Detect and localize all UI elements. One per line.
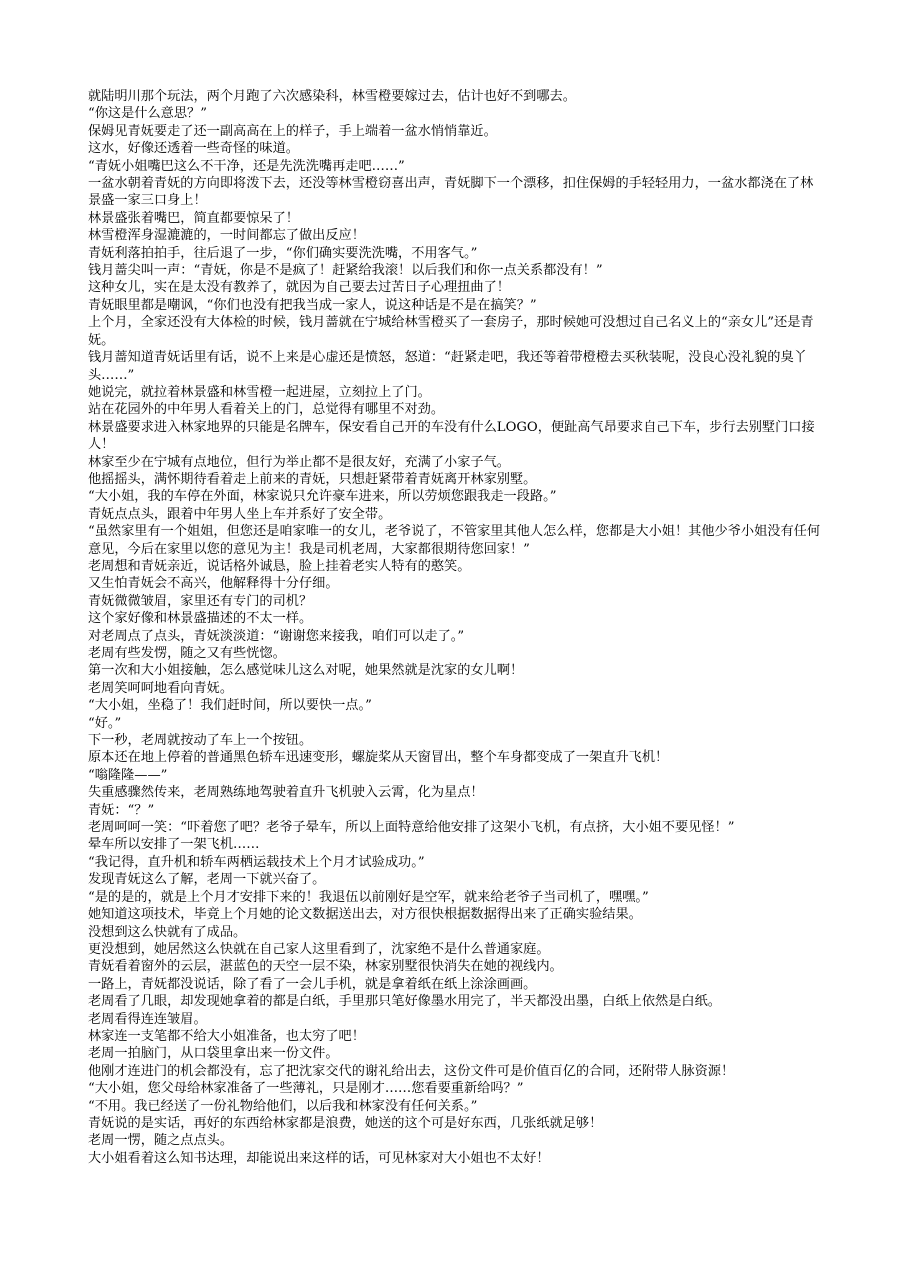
paragraph: 他摇摇头，满怀期待看着走上前来的青妩，只想赶紧带着青妩离开林家别墅。 — [88, 471, 537, 487]
paragraph: 这个家好像和林景盛描述的不太一样。 — [88, 611, 313, 627]
paragraph: 对老周点了点头，青妩淡淡道：“谢谢您来接我，咱们可以走了。” — [88, 628, 465, 644]
paragraph: 林家至少在宁城有点地位，但行为举止都不是很友好，充满了小家子气。 — [88, 454, 510, 470]
paragraph: 他刚才连进门的机会都没有，忘了把沈家交代的谢礼给出去，这份文件可是价值百亿的合同，还附带人脉资源！ — [88, 1063, 735, 1079]
paragraph: 晕车所以安排了一架飞机…… — [88, 837, 260, 853]
paragraph: “大小姐，您父母给林家准备了一些薄礼，只是刚才……您看要重新给吗？” — [88, 1081, 524, 1097]
paragraph: 钱月蔷尖叫一声：“青妩，你是不是疯了！赶紧给我滚！以后我们和你一点关系都没有！” — [88, 263, 603, 279]
paragraph: “虽然家里有一个姐姐，但您还是咱家唯一的女儿，老爷说了，不管家里其他人怎么样，您都是大小姐！其他少爷小姐没有任何意见，今后在家里以您的意见为主！我是司机老周，大家都很期待您回家！” — [88, 524, 821, 557]
paragraph: 青妩眼里都是嘲讽，“你们也没有把我当成一家人，说这种话是不是在搞笑？” — [88, 297, 537, 313]
paragraph: 下一秒，老周就按动了车上一个按钮。 — [88, 733, 313, 749]
paragraph: 保姆见青妩要走了还一副高高在上的样子，手上端着一盆水悄悄靠近。 — [88, 123, 497, 139]
paragraph: 老周有些发愣，随之又有些恍惚。 — [88, 646, 286, 661]
paragraph: 林景盛张着嘴巴，简直都要惊呆了！ — [88, 210, 299, 226]
paragraph: “好。” — [88, 715, 122, 731]
paragraph: 老周一愣，随之点点头。 — [88, 1133, 234, 1149]
paragraph: 青妩利落拍拍手，往后退了一步，“你们确实要洗洗嘴，不用客气。” — [88, 245, 478, 261]
paragraph: 这种女儿，实在是太没有教养了，就因为自己要去过苦日子心理扭曲了！ — [88, 280, 510, 296]
paragraph: 林景盛要求进入林家地界的只能是名牌车，保安看自己开的车没有什么LOGO，便趾高气昂要求自己下车，步行去别墅门口接人！ — [88, 419, 815, 453]
paragraph: 一盆水朝着青妩的方向即将泼下去，还没等林雪橙窃喜出声，青妩脚下一个漂移，扣住保姆的手轻轻用力，一盆水都浇在了林景盛一家三口身上！ — [88, 176, 814, 209]
paragraph: “嗡隆隆——” — [88, 767, 168, 783]
paragraph: 青妩：“？” — [88, 802, 155, 818]
paragraph: “青妩小姐嘴巴这么不干净，还是先洗洗嘴再走吧……” — [88, 158, 405, 174]
paragraph: “大小姐，我的车停在外面，林家说只允许豪车进来，所以劳烦您跟我走一段路。” — [88, 489, 557, 505]
paragraph: 失重感骤然传来，老周熟练地驾驶着直升飞机驶入云霄，化为星点！ — [88, 785, 484, 801]
paragraph: 站在花园外的中年男人看着关上的门，总觉得有哪里不对劲。 — [88, 402, 445, 418]
paragraph: 老周看得连连皱眉。 — [88, 1011, 207, 1027]
paragraph: 她说完，就拉着林景盛和林雪橙一起进屋，立刻拉上了门。 — [88, 384, 431, 400]
paragraph: 没想到这么快就有了成品。 — [88, 924, 247, 940]
paragraph: 老周呵呵一笑：“吓着您了吧？老爷子晕车，所以上面特意给他安排了这架小飞机，有点挤，大小姐不要见怪！” — [88, 820, 735, 836]
paragraph: 更没想到，她居然这么快就在自己家人这里看到了，沈家绝不是什么普通家庭。 — [88, 941, 550, 957]
paragraph: 老周一拍脑门，从口袋里拿出来一份文件。 — [88, 1046, 339, 1062]
paragraph: 青妩微微皱眉，家里还有专门的司机？ — [88, 593, 313, 609]
paragraph: 这水，好像还透着一些奇怪的味道。 — [88, 141, 299, 157]
paragraph: 一路上，青妩都没说话，除了看了一会儿手机，就是拿着纸在纸上涂涂画画。 — [88, 976, 537, 992]
paragraph: 老周想和青妩亲近，说话格外诚恳，脸上挂着老实人特有的憨笑。 — [88, 558, 471, 574]
paragraph: “不用。我已经送了一份礼物给他们，以后我和林家没有任何关系。” — [88, 1098, 478, 1114]
paragraph: 老周笑呵呵地看向青妩。 — [88, 680, 234, 696]
paragraph: 第一次和大小姐接触，怎么感觉味儿这么对呢，她果然就是沈家的女儿啊！ — [88, 663, 524, 679]
paragraph: 林家连一支笔都不给大小姐准备，也太穷了吧！ — [88, 1028, 365, 1044]
paragraph: “是的是的，就是上个月才安排下来的！我退伍以前刚好是空军，就来给老爷子当司机了，嘿嘿。” — [88, 889, 649, 905]
paragraph: 发现青妩这么了解，老周一下就兴奋了。 — [88, 872, 326, 888]
paragraph: “你这是什么意思？” — [88, 106, 207, 122]
paragraph: 大小姐看着这么知书达理，却能说出来这样的话，可见林家对大小姐也不太好！ — [88, 1150, 550, 1166]
paragraph: “大小姐，坐稳了！我们赶时间，所以要快一点。” — [88, 698, 372, 714]
paragraph: “我记得，直升机和轿车两栖运载技术上个月才试验成功。” — [88, 854, 425, 870]
paragraph: 老周看了几眼，却发现她拿着的都是白纸，手里那只笔好像墨水用完了，半天都没出墨，白纸上依然是白纸。 — [88, 994, 721, 1010]
paragraph: 就陆明川那个玩法，两个月跑了六次感染科，林雪橙要嫁过去，估计也好不到哪去。 — [88, 89, 576, 104]
paragraph: 又生怕青妩会不高兴，他解释得十分仔细。 — [88, 576, 339, 592]
document-page — [88, 88, 823, 1167]
paragraph: 原本还在地上停着的普通黑色轿车迅速变形，螺旋桨从天窗冒出，整个车身都变成了一架直升飞机！ — [88, 750, 669, 766]
paragraph: 她知道这项技术，毕竟上个月她的论文数据送出去，对方很快根据数据得出来了正确实验结果。 — [88, 907, 642, 923]
paragraph: 钱月蔷知道青妩话里有话，说不上来是心虚还是愤怒，怒道：“赶紧走吧，我还等着带橙橙去买秋装呢，没良心没礼貌的臭丫头……” — [88, 350, 807, 383]
paragraph: 青妩点点头，跟着中年男人坐上车并系好了安全带。 — [88, 506, 392, 522]
paragraph: 青妩说的是实话，再好的东西给林家都是浪费，她送的这个可是好东西，几张纸就足够！ — [88, 1115, 603, 1131]
paragraph: 林雪橙浑身湿漉漉的，一时间都忘了做出反应！ — [88, 228, 365, 244]
paragraph: 上个月，全家还没有大体检的时候，钱月蔷就在宁城给林雪橙买了一套房子，那时候她可没想过自己名义上的“亲女儿”还是青妩。 — [88, 315, 814, 348]
paragraph: 青妩看着窗外的云层，湛蓝色的天空一层不染，林家别墅很快消失在她的视线内。 — [88, 959, 563, 975]
